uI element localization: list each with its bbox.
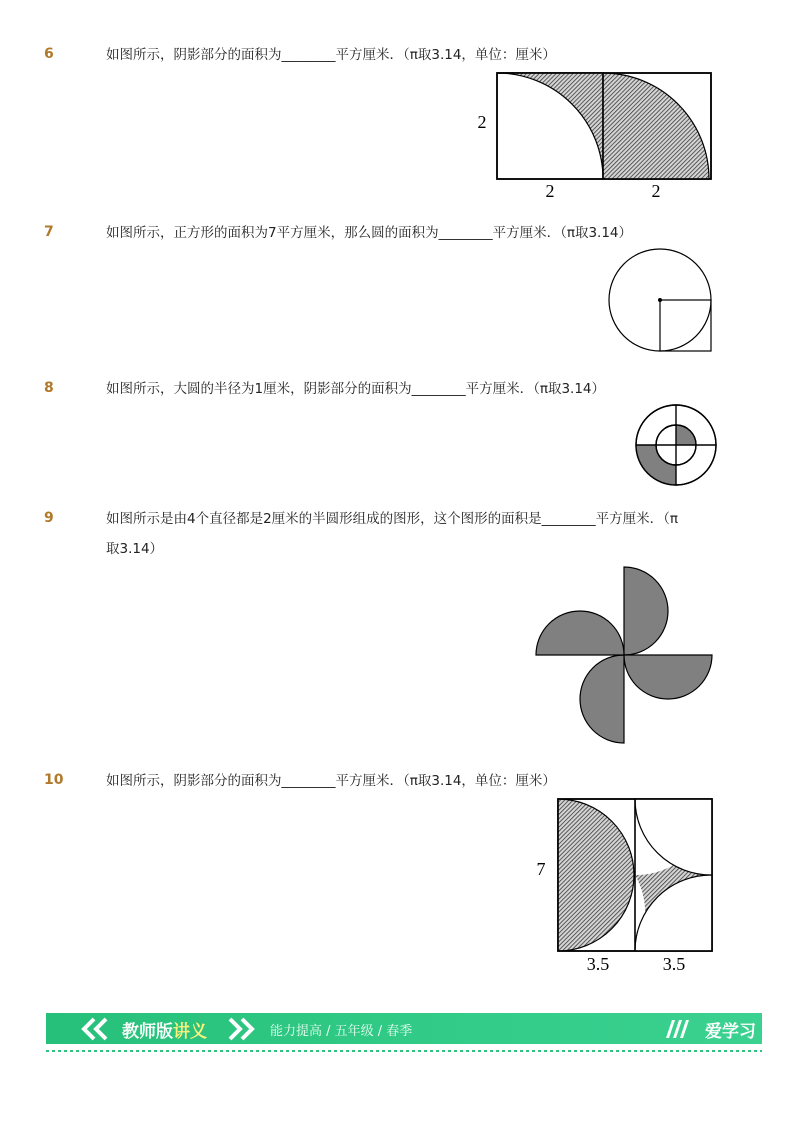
q10-bottom-label-2: 3.5 — [662, 954, 686, 974]
brand-name: 爱学习 — [705, 1022, 756, 1042]
brand-logo-icon — [664, 1018, 690, 1040]
q6-left-label: 2 — [477, 112, 487, 132]
footer-title-main: 教师版 — [122, 1022, 173, 1042]
footer-dotted-rule — [0, 1049, 800, 1053]
question-7-text: 如图所示，正方形的面积为7平方厘米，那么圆的面积为________平方厘米．（π取3.14） — [106, 225, 633, 241]
double-chevron-left-icon — [80, 1017, 118, 1041]
question-9-figure — [533, 564, 715, 752]
question-9-text-line2: 取3.14） — [106, 541, 164, 557]
question-7-figure — [607, 249, 717, 359]
question-8-figure — [634, 403, 718, 491]
double-chevron-right-icon — [226, 1017, 264, 1041]
q6-bottom-label-2: 2 — [651, 181, 661, 201]
question-10-number: 10 — [44, 772, 64, 788]
question-8-number: 8 — [44, 380, 54, 396]
question-9-number: 9 — [44, 510, 54, 526]
question-10-figure — [530, 796, 720, 980]
question-10-text: 如图所示，阴影部分的面积为________平方厘米．（π取3.14，单位：厘米） — [106, 773, 556, 789]
question-6-text: 如图所示，阴影部分的面积为________平方厘米．（π取3.14，单位：厘米） — [106, 47, 556, 63]
footer-banner — [46, 1013, 762, 1046]
q10-left-label: 7 — [536, 859, 546, 879]
footer-title — [122, 1017, 207, 1042]
question-6-number: 6 — [44, 46, 54, 62]
question-6-figure — [470, 70, 730, 209]
q6-bottom-label-1: 2 — [545, 181, 555, 201]
footer-subtitle: 能力提高 / 五年级 / 春季 — [270, 1024, 413, 1039]
question-8-text: 如图所示，大圆的半径为1厘米，阴影部分的面积为________平方厘米．（π取3.14） — [106, 381, 606, 397]
question-7-number: 7 — [44, 224, 54, 240]
footer-title-accent: 讲义 — [173, 1022, 207, 1042]
q10-bottom-label-1: 3.5 — [586, 954, 610, 974]
question-9-text-line1: 如图所示是由4个直径都是2厘米的半圆形组成的图形，这个图形的面积是________平方厘米．（π — [106, 511, 679, 527]
